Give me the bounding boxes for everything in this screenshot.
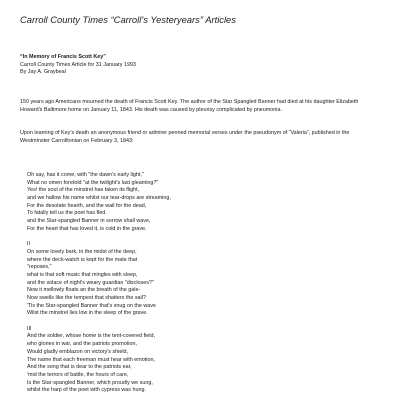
poem-line: and the solace of night's weary guardian "discloses?" <box>27 279 154 286</box>
poem-line: "reposes," <box>27 264 52 271</box>
poem-line: Oh say, has it come, with "the dawn's early light," <box>27 172 144 178</box>
poem-line: where the deck-watch is kept for the mate that <box>27 256 138 263</box>
poem <box>27 172 171 395</box>
poem-line: Yes! the soul of the minstrel has taken its flight, <box>27 187 140 194</box>
poem-line: Is the Star-spangled Banner, which proudly we sung, <box>27 379 153 386</box>
stanza-gap <box>27 234 171 242</box>
poem-line: Now swells like the tempest that shatters the sail? <box>27 295 146 301</box>
poem-line: whilst the harp of the poet with cypress was hung. <box>27 387 146 394</box>
article-byline: By Jay A. Graybeal <box>20 69 66 76</box>
paragraph-context: Upon learning of Key’s death an anonymous friend or admirer penned memorial verses under the pseudonym of “Valeria”, published in the Westminster Carrolltonian on February 3, 1843: <box>20 130 350 144</box>
poem-line: and we hallow his name whilst our tear-drops are streaming, <box>27 195 171 202</box>
poem-line: and the Star-spangled Banner in sorrow shall wave, <box>27 218 151 225</box>
paragraph-intro: 150 years ago Americans mourned the death of Francis Scott Key. The author of the Star Spangled Banner had died at his daughter Elizabeth Howard’s Baltimore home on January 11, 1843. His death was caused by pleurisy complicated by pneumonia. <box>20 99 359 113</box>
poem-line: The name that each freeman must hear with emotion, <box>27 356 155 363</box>
poem-line: Now it mellowly floats an the breath of the gale- <box>27 287 141 294</box>
poem-line: Would gladly emblazon on victory's shield, <box>27 348 129 355</box>
article-title: “In Memory of Francis Scott Key” <box>20 54 106 60</box>
poem-line: what is that soft music that mingles with sleep, <box>27 271 138 278</box>
poem-line: What no omen foretold "at the twilight's last gleaming?" <box>27 179 159 186</box>
article-source: Carroll County Times Article for 31 January 1993 <box>20 61 136 68</box>
poem-line: Wilst the minstrel lies low in the sleep of the grave. <box>27 310 148 317</box>
stanza-gap <box>27 318 171 326</box>
poem-line: who glories in war, and the patriots promotion, <box>27 341 137 348</box>
stanza-numeral: II <box>27 241 30 248</box>
poem-line: 'mid the terrors of battle, the hours of care, <box>27 371 129 378</box>
poem-line: For the heart that has loved it, is cold in the grave. <box>27 225 147 232</box>
poem-line: And the song that is dear to the patriots ear, <box>27 364 132 371</box>
poem-line: And the soldier, whose home is the tent-covered field, <box>27 333 155 340</box>
stanza-numeral: III <box>27 325 32 332</box>
poem-line: 'Tis the Star-spangled Banner that's snug on the wave <box>27 302 156 309</box>
page-header: Carroll County Times “Carroll’s Yesteryears” Articles <box>20 14 236 25</box>
poem-line: To fatally tell us the poet has fled. <box>27 210 107 217</box>
poem-line: For the desolate hearth, and the wail for the dead, <box>27 202 147 209</box>
poem-line: On some lovely bark, in the midst of the deep, <box>27 248 137 255</box>
article-heading-block <box>20 54 136 77</box>
